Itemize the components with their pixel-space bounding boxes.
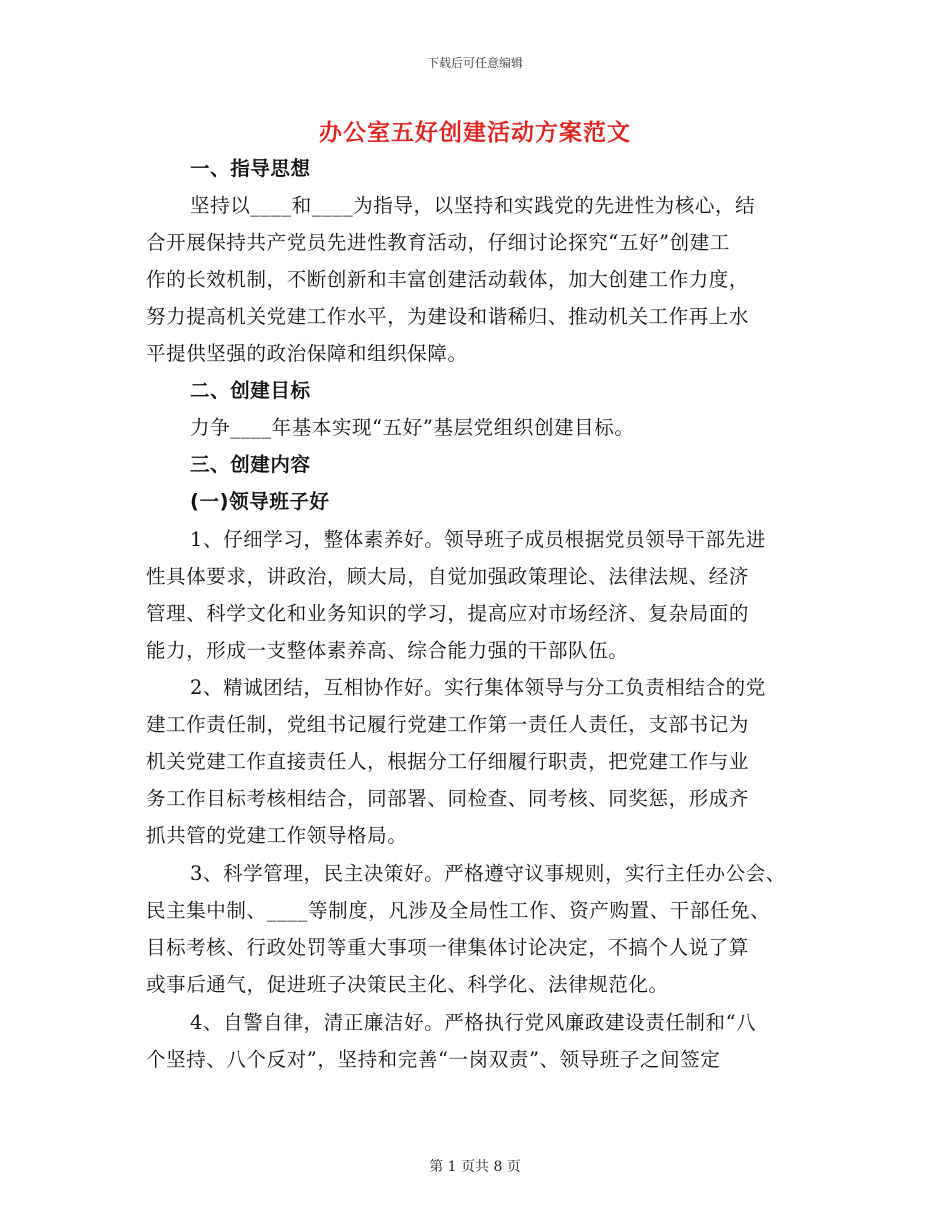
paragraph-line: 作的长效机制，不断创新和丰富创建活动载体，加大创建工作力度， <box>146 268 750 291</box>
paragraph-line: 务工作目标考核相结合，同部署、同检查、同考核、同奖惩，形成齐 <box>146 787 750 810</box>
paragraph-line: 民主集中制、____等制度，凡涉及全局性工作、资产购置、干部任免、 <box>146 899 771 922</box>
paragraph-line: 力争____年基本实现“五好”基层党组织创建目标。 <box>190 416 635 439</box>
section-heading: 一、指导思想 <box>190 157 311 180</box>
subsection-heading: (一)领导班子好 <box>190 490 330 513</box>
paragraph-line: 合开展保持共产党员先进性教育活动，仔细讨论探究“五好”创建工 <box>146 231 730 254</box>
paragraph-line: 性具体要求，讲政治，顾大局，自觉加强政策理论、法律法规、经济 <box>146 565 750 588</box>
paragraph-line: 2、精诚团结，互相协作好。实行集体领导与分工负责相结合的党 <box>190 676 766 699</box>
section-heading: 三、创建内容 <box>190 453 311 476</box>
paragraph-line: 建工作责任制，党组书记履行党建工作第一责任人责任，支部书记为 <box>146 713 750 736</box>
paragraph-line: 能力，形成一支整体素养高、综合能力强的干部队伍。 <box>146 639 629 662</box>
paragraph-line: 4、自警自律，清正廉洁好。严格执行党风廉政建设责任制和“八 <box>190 1011 757 1034</box>
page-number: 第 1 页共 8 页 <box>429 1159 521 1175</box>
download-note: 下载后可任意编辑 <box>426 56 523 70</box>
paragraph-line: 平提供坚强的政治保障和组织保障。 <box>146 342 468 365</box>
paragraph-line: 或事后通气，促进班子决策民主化、科学化、法律规范化。 <box>146 973 669 996</box>
paragraph-line: 坚持以____和____为指导，以坚持和实践党的先进性为核心，结 <box>190 194 756 217</box>
paragraph-line: 机关党建工作直接责任人，根据分工仔细履行职责，把党建工作与业 <box>146 750 750 773</box>
paragraph-line: 抓共管的党建工作领导格局。 <box>146 824 408 847</box>
paragraph-line: 个坚持、八个反对”，坚持和完善“一岗双责”、领导班子之间签定 <box>146 1048 721 1071</box>
document-title: 办公室五好创建活动方案范文 <box>319 120 631 146</box>
paragraph-line: 3、科学管理，民主决策好。严格遵守议事规则，实行主任办公会、 <box>190 862 786 885</box>
paragraph-line: 管理、科学文化和业务知识的学习，提高应对市场经济、复杂局面的 <box>146 602 750 625</box>
paragraph-line: 目标考核、行政处罚等重大事项一律集体讨论决定，不搞个人说了算 <box>146 936 750 959</box>
paragraph-line: 努力提高机关党建工作水平，为建设和谐稀归、推动机关工作再上水 <box>146 305 750 328</box>
paragraph-line: 1、仔细学习，整体素养好。领导班子成员根据党员领导干部先进 <box>190 528 766 551</box>
section-heading: 二、创建目标 <box>190 379 311 402</box>
